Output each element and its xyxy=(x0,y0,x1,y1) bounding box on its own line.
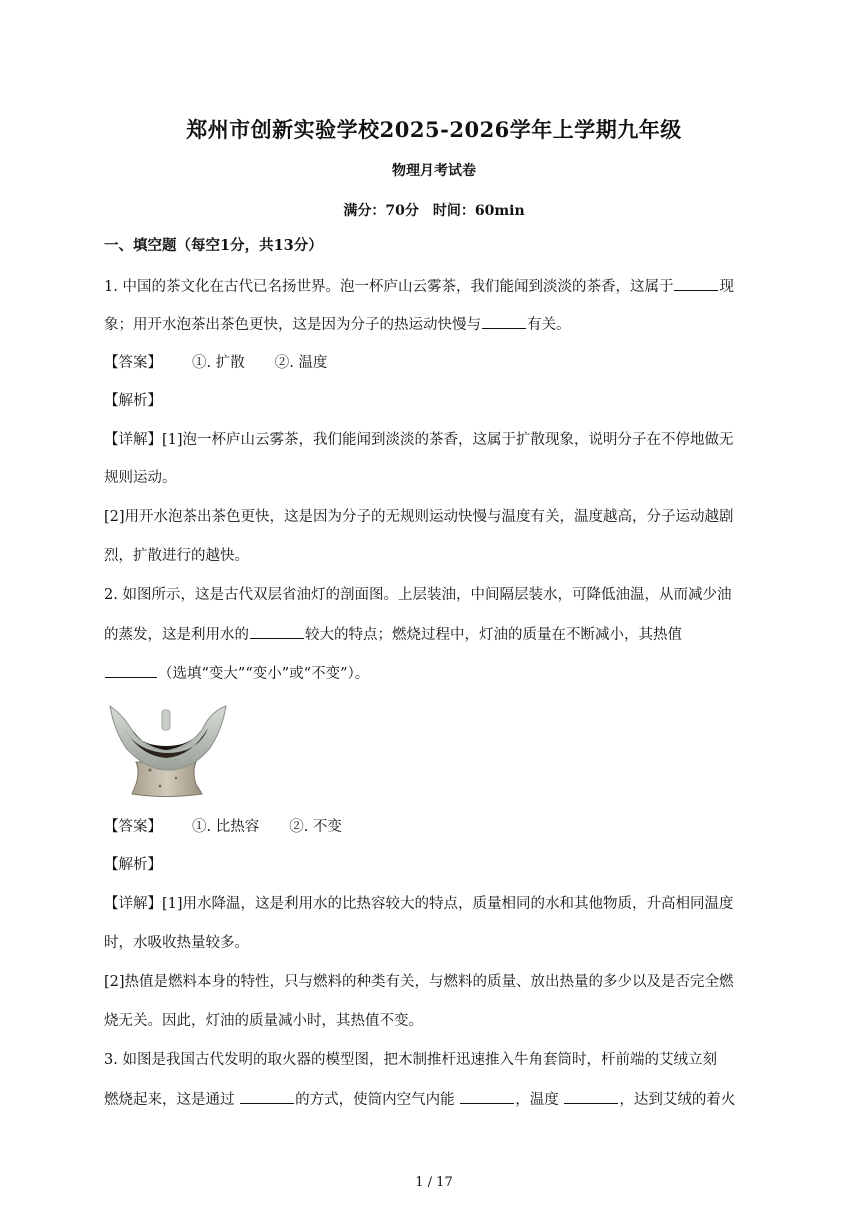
answer-item: ②. 温度 xyxy=(274,355,328,371)
q1-analysis-label: 【解析】 xyxy=(104,393,162,409)
answer-blank[interactable] xyxy=(240,1089,294,1104)
answer-item: ①. 比热容 xyxy=(192,819,260,835)
q3-stem-text: ，温度 xyxy=(515,1092,564,1108)
answer-label: 【答案】 xyxy=(104,819,162,835)
q1-detail-line: [2]用开水泡茶出茶色更快，这是因为分子的无规则运动快慢与温度有关，温度越高，分子运动越剧 xyxy=(104,509,734,525)
exam-subtitle: 物理月考试卷 xyxy=(392,163,476,179)
q3-stem-text: 的方式，使筒内空气内能 xyxy=(295,1092,460,1108)
answer-blank[interactable] xyxy=(482,314,526,329)
section-heading: 一、填空题（每空1分，共13分） xyxy=(104,237,323,254)
answer-item: ①. 扩散 xyxy=(192,355,245,371)
q1-stem-line1 xyxy=(104,276,768,297)
q3-stem-line2 xyxy=(104,1089,768,1110)
q2-stem-line1: 2. 如图所示，这是古代双层省油灯的剖面图。上层装油，中间隔层装水，可降低油温，从而减少油 xyxy=(104,587,732,603)
q3-stem-text: 燃烧起来，这是通过 xyxy=(104,1092,240,1108)
q1-answer xyxy=(104,353,768,373)
answer-label: 【答案】 xyxy=(104,355,162,371)
q3-stem-text: ，达到艾绒的着火 xyxy=(619,1092,736,1108)
q2-analysis-label: 【解析】 xyxy=(104,857,162,873)
q2-detail-line: 时，水吸收热量较多。 xyxy=(104,935,249,951)
answer-item: ②. 不变 xyxy=(289,819,342,835)
answer-blank[interactable] xyxy=(250,624,304,639)
q2-stem-line2 xyxy=(104,624,768,645)
answer-blank[interactable] xyxy=(460,1089,514,1104)
q2-answer xyxy=(104,817,768,837)
q2-stem-text: 较大的特点；燃烧过程中，灯油的质量在不断减小，其热值 xyxy=(305,627,682,643)
page-number: 1 / 17 xyxy=(415,1175,453,1190)
q3-stem-line1: 3. 如图是我国古代发明的取火器的模型图，把木制推杆迅速推入牛角套筒时，杆前端的艾绒立刻 xyxy=(104,1052,717,1068)
q2-detail-line: 烧无关。因此，灯油的质量减小时，其热值不变。 xyxy=(104,1013,423,1029)
q1-stem-text: 象；用开水泡茶出茶色更快，这是因为分子的热运动快慢与 xyxy=(104,317,481,333)
q2-detail-line: 【详解】[1]用水降温，这是利用水的比热容较大的特点，质量相同的水和其他物质，升高相同温度 xyxy=(104,896,734,912)
exam-title: 郑州市创新实验学校2025-2026学年上学期九年级 xyxy=(186,117,682,142)
q1-stem-line2 xyxy=(104,314,768,335)
q2-detail-line: [2]热值是燃料本身的特性，只与燃料的种类有关，与燃料的质量、放出热量的多少以及是否完全燃 xyxy=(104,974,734,990)
q1-stem-text: 有关。 xyxy=(527,317,571,333)
oil-lamp-image xyxy=(106,700,228,798)
q2-stem-text: （选填“变大”“变小”或“不变”）。 xyxy=(158,666,370,682)
q1-detail-line: 烈，扩散进行的越快。 xyxy=(104,548,249,564)
q1-stem-text: 1. 中国的茶文化在古代已名扬世界。泡一杯庐山云雾茶，我们能闻到淡淡的茶香，这属于 xyxy=(104,279,674,295)
answer-blank[interactable] xyxy=(105,663,157,678)
q1-stem-text: 现 xyxy=(719,279,734,295)
score-and-time: 满分：70分 时间：60min xyxy=(343,203,525,219)
answer-blank[interactable] xyxy=(564,1089,618,1104)
answer-blank[interactable] xyxy=(674,276,718,291)
q2-stem-line3 xyxy=(104,663,768,684)
q1-detail-line: 规则运动。 xyxy=(104,470,177,486)
q2-stem-text: 的蒸发，这是利用水的 xyxy=(104,627,249,643)
q1-detail-line: 【详解】[1]泡一杯庐山云雾茶，我们能闻到淡淡的茶香，这属于扩散现象，说明分子在不停地做无 xyxy=(104,432,734,448)
